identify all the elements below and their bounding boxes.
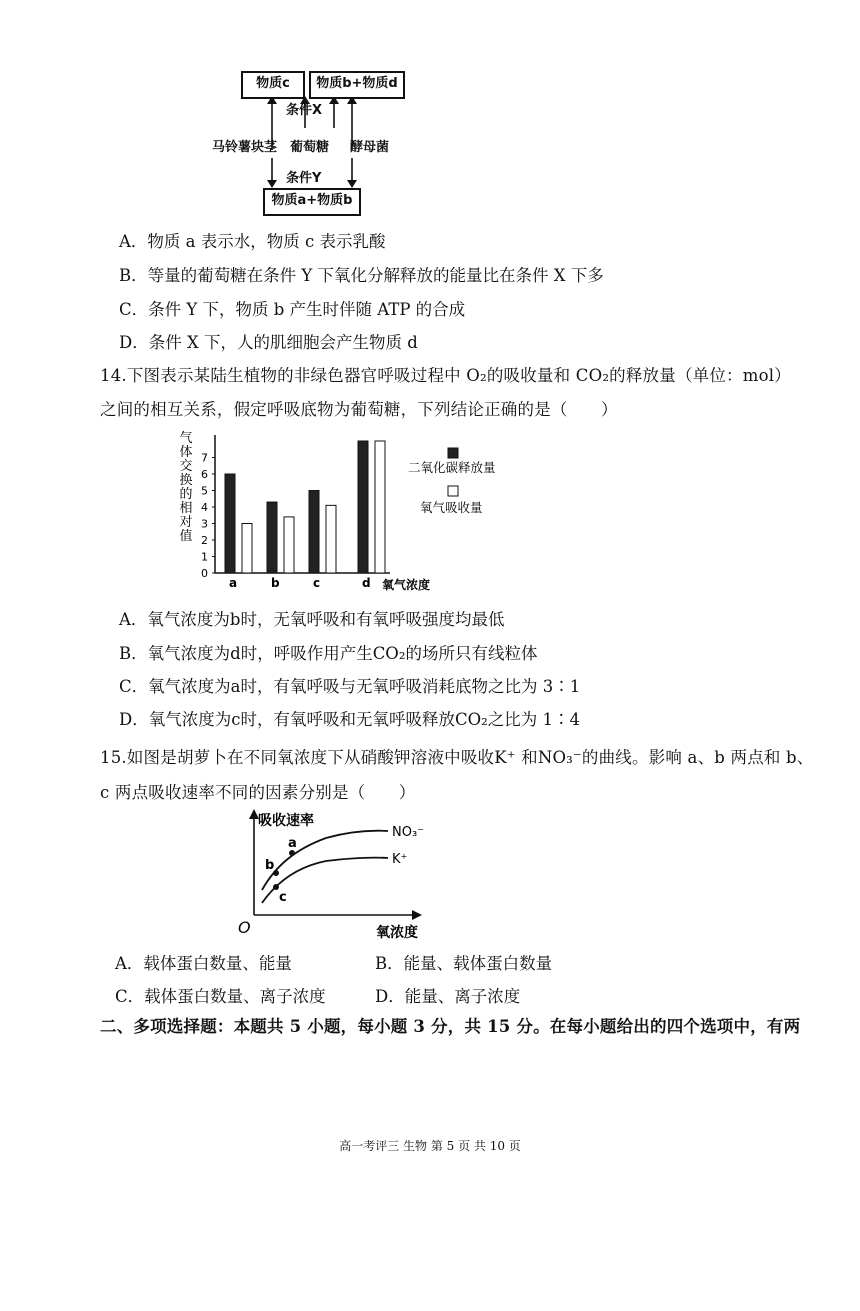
bar-y-tick-label: 6	[201, 468, 208, 481]
bar-y-tick-label: 0	[201, 567, 208, 580]
bar-ylabel-char: 换	[179, 473, 193, 488]
q14-option-a: A．氧气浓度为b时，无氧呼吸和有氧呼吸强度均最低	[119, 610, 505, 629]
bar-c-o2	[326, 505, 336, 573]
page-footer: 高一考评三 生物 第 5 页 共 10 页	[339, 1139, 521, 1153]
bar-ylabel-char: 的	[179, 487, 193, 502]
q15-option-d: D．能量、离子浓度	[375, 987, 521, 1006]
legend-label-o2: 氧气吸收量	[420, 500, 483, 515]
potato-label: 马铃薯块茎	[212, 140, 278, 155]
bar-category-label: c	[313, 576, 321, 590]
q14-option-b: B．氧气浓度为d时，呼吸作用产生CO₂的场所只有线粒体	[119, 644, 538, 663]
q15-stem-line2: c 两点吸收速率不同的因素分别是（ ）	[100, 783, 416, 802]
q13-option-c: C．条件 Y 下，物质 b 产生时伴随 ATP 的合成	[119, 300, 466, 319]
curve-point-c-label: c	[279, 890, 287, 905]
bar-category-label: b	[271, 576, 280, 590]
diagram-arrows	[0, 0, 860, 230]
q14-option-d: D．氧气浓度为c时，有氧呼吸和无氧呼吸释放CO₂之比为 1∶4	[119, 710, 580, 729]
box-substance-ab: 物质a+物质b	[263, 188, 361, 216]
bar-ylabel-char: 交	[179, 459, 193, 474]
bar-ylabel-char: 相	[179, 501, 193, 516]
bar-y-tick-label: 4	[201, 501, 208, 514]
q13-option-b: B．等量的葡萄糖在条件 Y 下氧化分解释放的能量比在条件 X 下多	[119, 266, 604, 285]
q14-stem-line2: 之间的相互关系，假定呼吸底物为葡萄糖，下列结论正确的是（ ）	[100, 400, 618, 419]
gas-exchange-bar-chart	[170, 428, 520, 598]
curve-x-arrow	[412, 910, 422, 920]
bar-y-tick-label: 1	[201, 550, 208, 564]
bar-d-o2	[375, 441, 385, 573]
box-substance-bd: 物质b+物质d	[309, 71, 405, 99]
bar-d-co2	[358, 441, 368, 573]
absorption-curve-chart	[236, 805, 446, 945]
curve-xlabel: 氧浓度	[376, 925, 418, 941]
curve-origin-label: O	[238, 918, 251, 937]
q13-option-a: A．物质 a 表示水，物质 c 表示乳酸	[119, 232, 386, 251]
bar-ylabel-char: 对	[179, 515, 193, 530]
bar-a-o2	[242, 524, 252, 574]
box-substance-c: 物质c	[241, 71, 305, 99]
curve-k-label: K⁺	[392, 852, 408, 867]
bar-ylabel-char: 体	[179, 445, 193, 460]
bar-y-tick-label: 3	[201, 517, 208, 531]
bar-category-label: d	[362, 576, 371, 590]
bar-y-tick-label: 2	[201, 534, 208, 547]
bar-b-o2	[284, 517, 294, 573]
condition-x-label: 条件X	[286, 103, 323, 118]
curve-point-a-label: a	[288, 836, 297, 851]
curve-point-b-label: b	[265, 858, 275, 873]
bar-y-tick-label: 7	[201, 451, 208, 465]
bar-xlabel: 氧气浓度	[382, 578, 431, 592]
bar-ylabel-char: 气	[179, 431, 193, 446]
condition-y-label: 条件Y	[286, 171, 322, 186]
bar-c-co2	[309, 491, 319, 574]
q14-stem-line1: 14.下图表示某陆生植物的非绿色器官呼吸过程中 O₂的吸收量和 CO₂的释放量（单位：mol）	[100, 366, 791, 385]
section-2-heading: 二、多项选择题：本题共 5 小题，每小题 3 分，共 15 分。在每小题给出的四个选项中，有两	[100, 1017, 801, 1036]
bar-chart-categories	[229, 576, 371, 590]
curve-no3-label: NO₃⁻	[392, 825, 425, 840]
bar-a-co2	[225, 474, 235, 573]
bar-b-co2	[267, 502, 277, 573]
q13-option-d: D．条件 X 下，人的肌细胞会产生物质 d	[119, 333, 418, 352]
q15-option-b: B．能量、载体蛋白数量	[375, 954, 553, 973]
bar-category-label: a	[229, 576, 238, 590]
bar-y-tick-label: 5	[201, 484, 208, 498]
q14-option-c: C．氧气浓度为a时，有氧呼吸与无氧呼吸消耗底物之比为 3∶1	[119, 677, 581, 696]
bar-chart-bars	[225, 441, 385, 573]
bar-chart-legend	[408, 448, 496, 515]
q15-option-c: C．载体蛋白数量、离子浓度	[115, 987, 326, 1006]
legend-swatch-co2	[448, 448, 458, 458]
bar-chart-ylabel	[179, 431, 192, 544]
q15-stem-line1: 15.如图是胡萝卜在不同氧浓度下从硝酸钾溶液中吸收K⁺ 和NO₃⁻的曲线。影响 a、b 两点和 b、	[100, 748, 814, 767]
curve-ylabel: 吸收速率	[258, 813, 314, 829]
glucose-label: 葡萄糖	[290, 140, 330, 155]
yeast-label: 酵母菌	[350, 140, 390, 155]
legend-label-co2: 二氧化碳释放量	[408, 460, 496, 475]
q15-option-a: A．载体蛋白数量、能量	[115, 954, 292, 973]
legend-swatch-o2	[448, 486, 458, 496]
bar-chart-y-ticks	[201, 452, 215, 581]
bar-ylabel-char: 值	[179, 529, 193, 544]
